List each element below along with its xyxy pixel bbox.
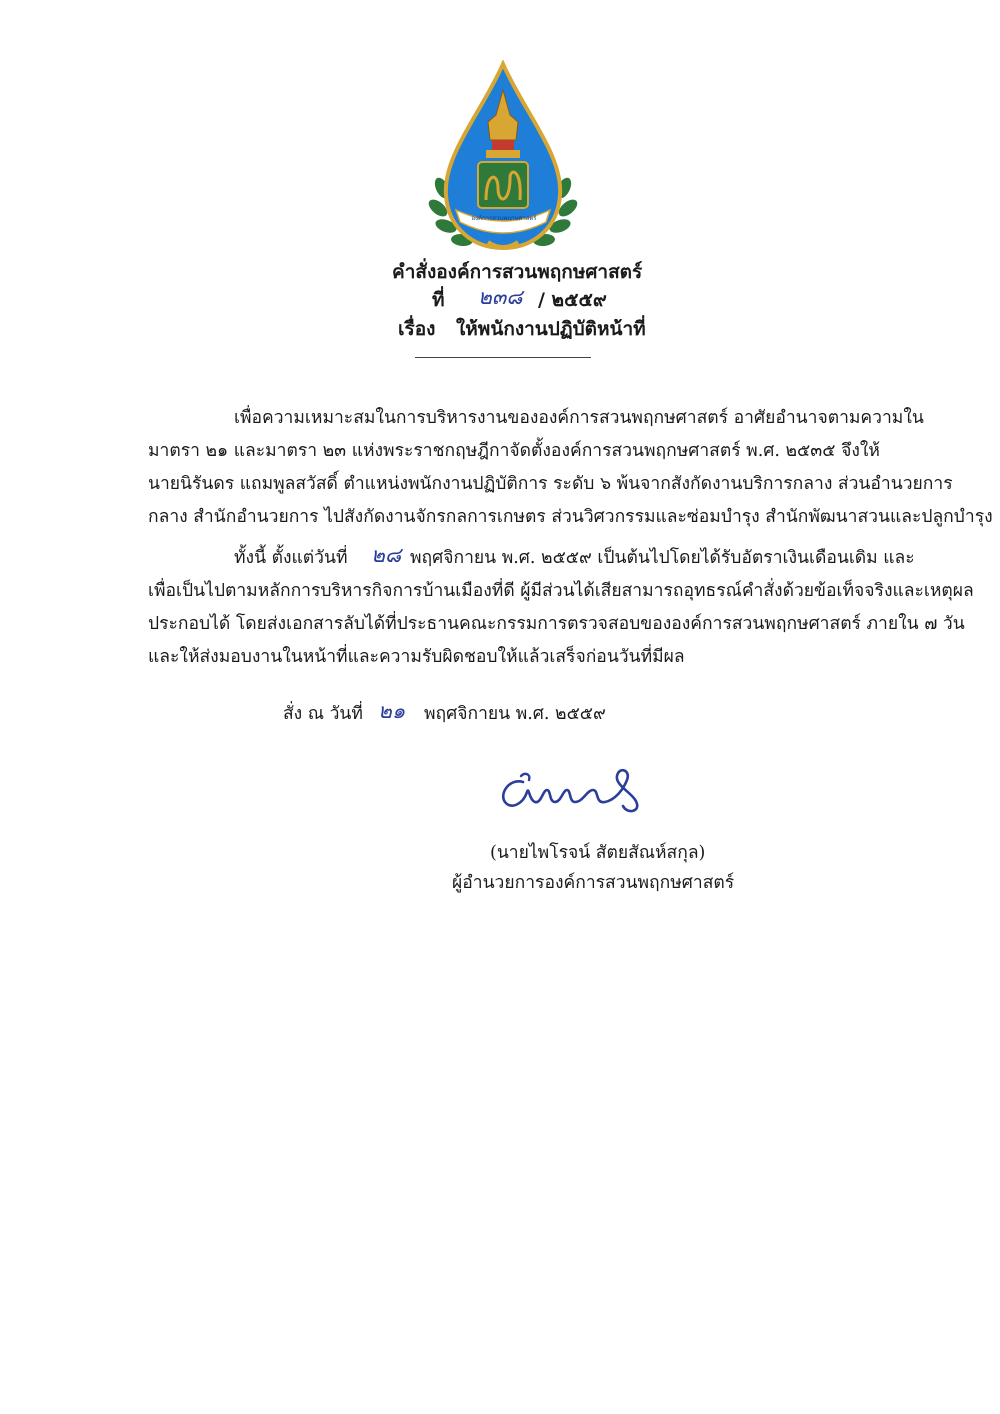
order-date-suffix: พฤศจิกายน พ.ศ. ๒๕๕๙ <box>424 704 606 724</box>
paragraph2-line4: และให้ส่งมอบงานในหน้าที่และความรับผิดชอบให้แล้วเสร็จก่อนวันที่มีผล <box>148 647 685 667</box>
logo-text: องค์การสวนพฤกษศาสตร์ <box>471 215 537 222</box>
order-number-label: ที่ <box>432 289 445 311</box>
order-number-year: / ๒๕๕๙ <box>538 289 607 311</box>
subject-label: เรื่อง <box>398 318 436 340</box>
order-number-handwritten: ๒๓๘ <box>478 285 523 309</box>
signature <box>495 760 655 820</box>
paragraph2-line1-suffix: พฤศจิกายน พ.ศ. ๒๕๕๙ เป็นต้นไปโดยได้รับอัตราเงินเดือนเดิม และ <box>410 548 915 568</box>
signer-name: (นายไพโรจน์ สัตยสัณห์สกุล) <box>490 843 706 863</box>
order-title: คำสั่งองค์การสวนพฤกษศาสตร์ <box>392 261 643 283</box>
paragraph1-line4: กลาง สำนักอำนวยการ ไปสังกัดงานจักรกลการเกษตร ส่วนวิศวกรรมและซ่อมบำรุง สำนักพัฒนาสวนและปลูกบำรุง <box>148 507 993 527</box>
subject-text: ให้พนักงานปฏิบัติหน้าที่ <box>456 318 646 340</box>
order-date-prefix: สั่ง ณ วันที่ <box>283 704 363 724</box>
organization-logo <box>428 60 578 255</box>
paragraph2-line1-prefix: ทั้งนี้ ตั้งแต่วันที่ <box>234 548 348 568</box>
paragraph2-line2: เพื่อเป็นไปตามหลักการบริหารกิจการบ้านเมืองที่ดี ผู้มีส่วนได้เสียสามารถอุทธรณ์คำสั่งด้วยข้อเท็จจริงและเหตุผล <box>148 581 974 601</box>
paragraph1-line3: นายนิรันดร แถมพูลสวัสดิ์ ตำแหน่งพนักงานปฏิบัติการ ระดับ ๖ พ้นจากสังกัดงานบริการกลาง ส่วนอำนวยการ <box>148 474 953 494</box>
header-divider <box>415 357 591 358</box>
order-date-day-handwritten: ๒๑ <box>378 699 406 723</box>
signer-position: ผู้อำนวยการองค์การสวนพฤกษศาสตร์ <box>452 873 735 893</box>
paragraph1-line2: มาตรา ๒๑ และมาตรา ๒๓ แห่งพระราชกฤษฎีกาจัดตั้งองค์การสวนพฤกษศาสตร์ พ.ศ. ๒๕๓๕ จึงให้ <box>148 441 880 461</box>
effective-day-handwritten: ๒๘ <box>371 543 402 567</box>
organization-seal-icon <box>428 60 578 255</box>
paragraph2-line3: ประกอบได้ โดยส่งเอกสารลับได้ที่ประธานคณะกรรมการตรวจสอบขององค์การสวนพฤกษศาสตร์ ภายใน ๗ วัน <box>148 614 965 634</box>
handwritten-signature-icon <box>495 760 655 820</box>
paragraph1-line1: เพื่อความเหมาะสมในการบริหารงานขององค์การสวนพฤกษศาสตร์ อาศัยอำนาจตามความใน <box>234 408 924 428</box>
